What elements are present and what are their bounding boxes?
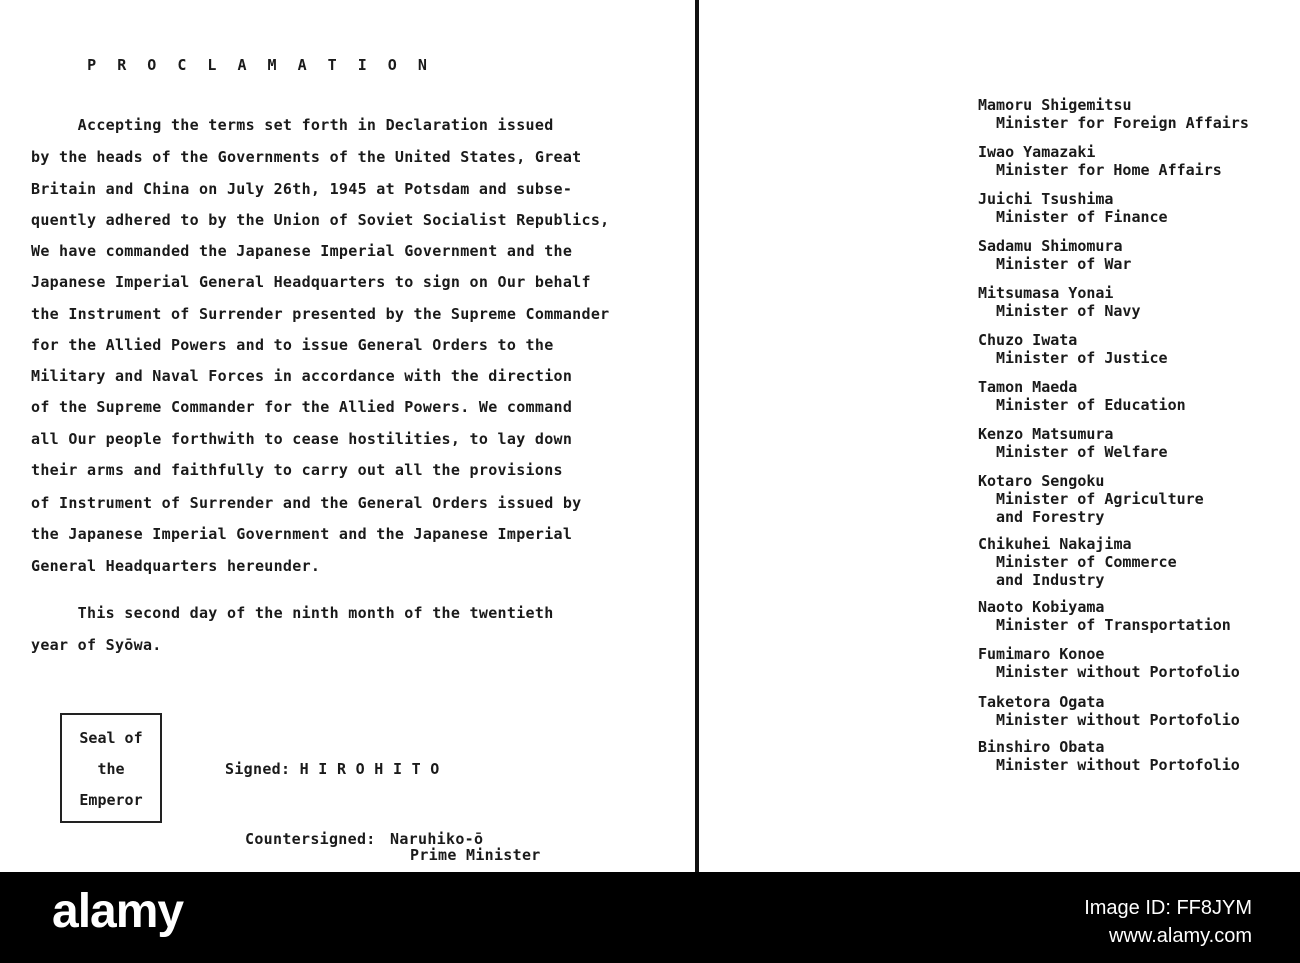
body-text-line: of the Supreme Commander for the Allied Powers. We command (31, 398, 573, 416)
minister-title: Minister of War (996, 255, 1132, 273)
body-text-line: General Headquarters hereunder. (31, 557, 321, 575)
minister-title: Minister for Foreign Affairs (996, 114, 1249, 132)
minister-name: Taketora Ogata (978, 693, 1105, 711)
minister-entry (978, 284, 1141, 320)
minister-title: Minister of Commerce (996, 553, 1177, 571)
minister-title: Minister for Home Affairs (996, 161, 1222, 179)
image-reference (1084, 894, 1252, 950)
minister-title: Minister of Education (996, 396, 1186, 414)
seal-text-line: Seal of (79, 729, 143, 747)
minister-title: Minister without Portofolio (996, 756, 1240, 774)
countersigned-name: Naruhiko-ō (390, 830, 484, 848)
minister-name: Fumimaro Konoe (978, 645, 1105, 663)
countersigned-label: Countersigned: (245, 830, 376, 848)
minister-entry (978, 535, 1177, 589)
minister-name: Binshiro Obata (978, 738, 1105, 756)
body-text-line: Japanese Imperial General Headquarters to sign on Our behalf (31, 273, 591, 291)
minister-title: Minister of Agriculture (996, 490, 1204, 508)
minister-entry (978, 738, 1240, 774)
minister-title: Minister of Transportation (996, 616, 1231, 634)
body-text-line: quently adhered to by the Union of Soviet Socialist Republics, (31, 211, 610, 229)
minister-name: Juichi Tsushima (978, 190, 1114, 208)
minister-title: and Forestry (996, 508, 1105, 526)
date-text-line: This second day of the ninth month of the twentieth (31, 604, 554, 622)
body-text-line: the Japanese Imperial Government and the Japanese Imperial (31, 525, 573, 543)
body-text-line: their arms and faithfully to carry out all the provisions (31, 461, 563, 479)
body-text-line: Military and Naval Forces in accordance with the direction (31, 367, 573, 385)
date-text-line: year of Syōwa. (31, 636, 162, 654)
minister-title: Minister of Finance (996, 208, 1168, 226)
body-text-line: for the Allied Powers and to issue General Orders to the (31, 336, 554, 354)
site-url: www.alamy.com (1109, 925, 1252, 947)
minister-name: Naoto Kobiyama (978, 598, 1105, 616)
seal-text-line: Emperor (79, 791, 143, 809)
minister-title: Minister of Welfare (996, 443, 1168, 461)
minister-name: Mamoru Shigemitsu (978, 96, 1132, 114)
minister-entry (978, 472, 1204, 526)
minister-name: Tamon Maeda (978, 378, 1078, 396)
minister-title: Minister of Justice (996, 349, 1168, 367)
minister-title: Minister without Portofolio (996, 663, 1240, 681)
minister-entry (978, 598, 1231, 634)
minister-name: Mitsumasa Yonai (978, 284, 1114, 302)
minister-title: Minister without Portofolio (996, 711, 1240, 729)
minister-entry (978, 96, 1249, 132)
body-text-line: of Instrument of Surrender and the General Orders issued by (31, 494, 582, 512)
countersigned-title: Prime Minister (410, 846, 541, 864)
minister-name: Sadamu Shimomura (978, 237, 1123, 255)
minister-entry (978, 143, 1222, 179)
body-text-line: all Our people forthwith to cease hostilities, to lay down (31, 430, 573, 448)
signature-line: Signed: H I R O H I T O (225, 760, 440, 778)
body-text-line: by the heads of the Governments of the United States, Great (31, 148, 582, 166)
minister-title: Minister of Navy (996, 302, 1141, 320)
minister-name: Chikuhei Nakajima (978, 535, 1132, 553)
brand-logo: alamy (52, 885, 184, 938)
minister-entry (978, 645, 1240, 681)
body-text-line: the Instrument of Surrender presented by the Supreme Commander (31, 305, 610, 323)
minister-entry (978, 237, 1131, 273)
page-divider (695, 0, 699, 872)
emperor-seal-box (60, 713, 162, 823)
minister-name: Kotaro Sengoku (978, 472, 1105, 490)
minister-entry (978, 425, 1168, 461)
minister-entry (978, 331, 1168, 367)
minister-title: and Industry (996, 571, 1105, 589)
body-text-line: Britain and China on July 26th, 1945 at Potsdam and subse- (31, 180, 573, 198)
proclamation-title: P R O C L A M A T I O N (87, 56, 433, 74)
minister-entry (978, 190, 1168, 226)
minister-entry (978, 693, 1240, 729)
minister-entry (978, 378, 1186, 414)
minister-name: Kenzo Matsumura (978, 425, 1114, 443)
seal-text-line: the (97, 760, 125, 778)
minister-name: Chuzo Iwata (978, 331, 1078, 349)
minister-name: Iwao Yamazaki (978, 143, 1096, 161)
body-text-line: We have commanded the Japanese Imperial Government and the (31, 242, 573, 260)
body-text-line: Accepting the terms set forth in Declaration issued (31, 116, 554, 134)
image-id: Image ID: FF8JYM (1084, 897, 1252, 919)
